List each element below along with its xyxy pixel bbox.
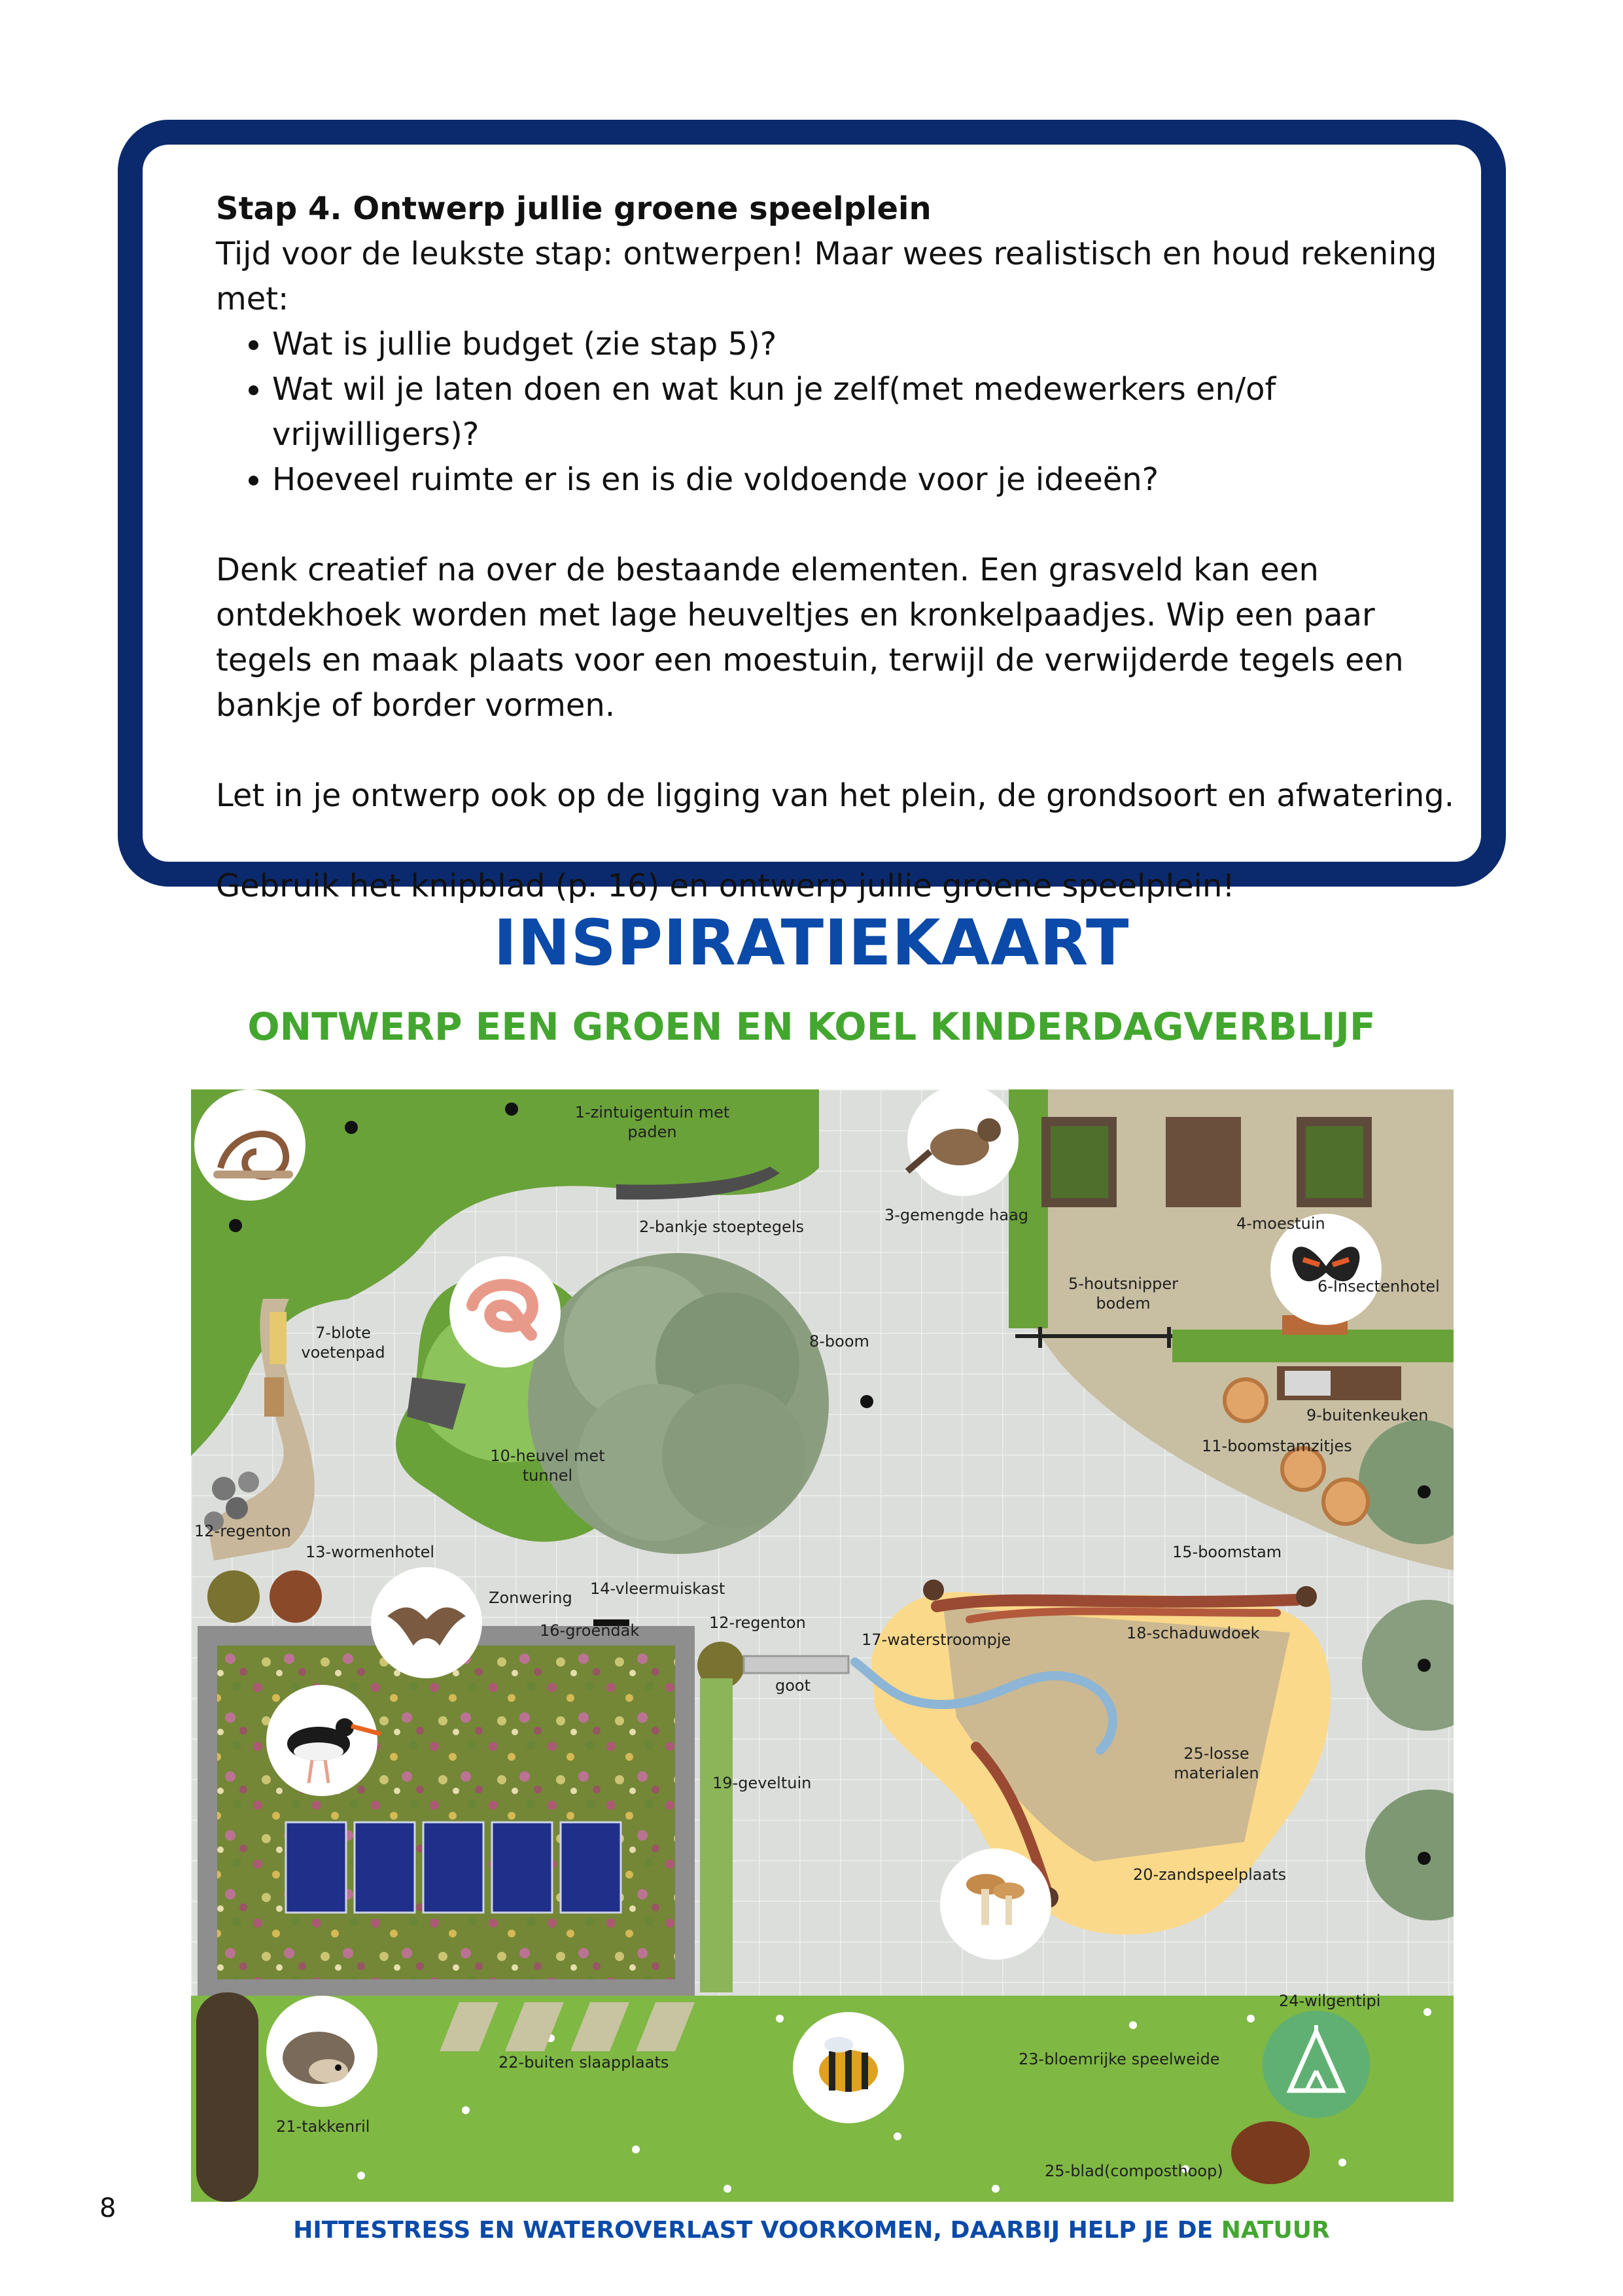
label-zonwering: Zonwering bbox=[489, 1589, 572, 1607]
label-insectenhotel: 6-Insectenhotel bbox=[1318, 1277, 1440, 1296]
label-waterstroompje: 17-waterstroompje bbox=[862, 1631, 1011, 1649]
label-wormenhotel: 13-wormenhotel bbox=[305, 1543, 435, 1561]
snail-icon bbox=[194, 1089, 305, 1201]
footer-text-main: HITTESTRESS EN WATEROVERLAST VOORKOMEN, DAARBIJ HELP JE DE bbox=[293, 2217, 1221, 2244]
step-bullet-list bbox=[216, 322, 1459, 503]
label-goot: goot bbox=[775, 1676, 811, 1695]
label-speelweide: 23-bloemrijke speelweide bbox=[1019, 2050, 1220, 2068]
step-paragraph-1: Denk creatief na over de bestaande elementen. Een grasveld kan een ontdekhoek worden met lage heuveltjes en kronkelpaadjes. Wip een paar tegels en maak plaats voor een moestuin, terwijl de verwijderde tegels een bankje of border vormen. bbox=[216, 552, 1404, 724]
list-item: • Wat is jullie budget (zie stap 5)? bbox=[272, 322, 1459, 367]
instruction-content bbox=[216, 186, 1459, 909]
label-houtsnipper: 5-houtsnipper bodem bbox=[1068, 1275, 1178, 1313]
label-zandspeelplaats: 20-zandspeelplaats bbox=[1133, 1865, 1287, 1884]
label-geveltuin: 19-geveltuin bbox=[712, 1774, 812, 1792]
step-title: Stap 4. Ontwerp jullie groene speelplein bbox=[216, 190, 932, 227]
step-intro: Tijd voor de leukste stap: ontwerpen! Maar wees realistisch en houd rekening met: bbox=[216, 236, 1437, 317]
compost-heap bbox=[1231, 2121, 1310, 2184]
label-blote-voetenpad: 7-blote voetenpad bbox=[301, 1324, 385, 1362]
step-paragraph-2: Let in je ontwerp ook op de ligging van het plein, de grondsoort en afwatering. bbox=[216, 777, 1455, 814]
label-schaduwdoek: 18-schaduwdoek bbox=[1126, 1624, 1260, 1642]
label-haag: 3-gemengde haag bbox=[884, 1206, 1029, 1224]
page-title: INSPIRATIEKAART bbox=[493, 906, 1130, 980]
tree-crown bbox=[528, 1253, 829, 1554]
label-bankje: 2-bankje stoeptegels bbox=[639, 1218, 804, 1236]
list-item: • Hoeveel ruimte er is en is die voldoende voor je ideeën? bbox=[272, 457, 1459, 503]
step-paragraph-3: Gebruik het knipblad (p. 16) en ontwerp jullie groene speelplein! bbox=[216, 868, 1235, 904]
label-zintuigentuin: 1-zintuigentuin met paden bbox=[574, 1103, 730, 1141]
label-groendak: 16-groendak bbox=[540, 1621, 640, 1640]
label-wilgentipi: 24-wilgentipi bbox=[1279, 1992, 1381, 2010]
mushroom-icon bbox=[940, 1848, 1051, 1960]
instruction-box bbox=[118, 120, 1506, 904]
page-number: 8 bbox=[99, 2193, 116, 2223]
branch-hedge bbox=[196, 1992, 258, 2202]
label-buitenkeuken: 9-buitenkeuken bbox=[1306, 1406, 1429, 1424]
footer-text-green: NATUUR bbox=[1221, 2217, 1330, 2244]
label-takkenril: 21-takkenril bbox=[276, 2117, 370, 2136]
map-illustration bbox=[191, 1089, 1454, 2202]
label-composthoop: 25-blad(composthoop) bbox=[1045, 2162, 1223, 2180]
label-buiten-slaapplaats: 22-buiten slaapplaats bbox=[498, 2053, 669, 2072]
footer-text bbox=[0, 2217, 1623, 2244]
page-subtitle: ONTWERP EEN GROEN EN KOEL KINDERDAGVERBLIJF bbox=[247, 1004, 1376, 1049]
label-regenton-2: 12-regenton bbox=[709, 1614, 806, 1632]
label-boomstamzitjes: 11-boomstamzitjes bbox=[1202, 1437, 1352, 1455]
inspiration-map bbox=[191, 1089, 1454, 2202]
label-regenton-1: 12-regenton bbox=[194, 1522, 291, 1540]
label-moestuin: 4-moestuin bbox=[1236, 1214, 1325, 1233]
label-boom: 8-boom bbox=[809, 1332, 869, 1351]
label-losse-materialen: 25-losse materialen bbox=[1174, 1744, 1259, 1782]
solar-panels bbox=[286, 1822, 621, 1913]
list-item: • Wat wil je laten doen en wat kun je zelf(met medewerkers en/of vrijwilligers)? bbox=[272, 367, 1459, 457]
label-boomstam: 15-boomstam bbox=[1172, 1543, 1282, 1561]
label-heuvel: 10-heuvel met tunnel bbox=[490, 1447, 605, 1485]
label-vleermuiskast: 14-vleermuiskast bbox=[590, 1580, 725, 1598]
